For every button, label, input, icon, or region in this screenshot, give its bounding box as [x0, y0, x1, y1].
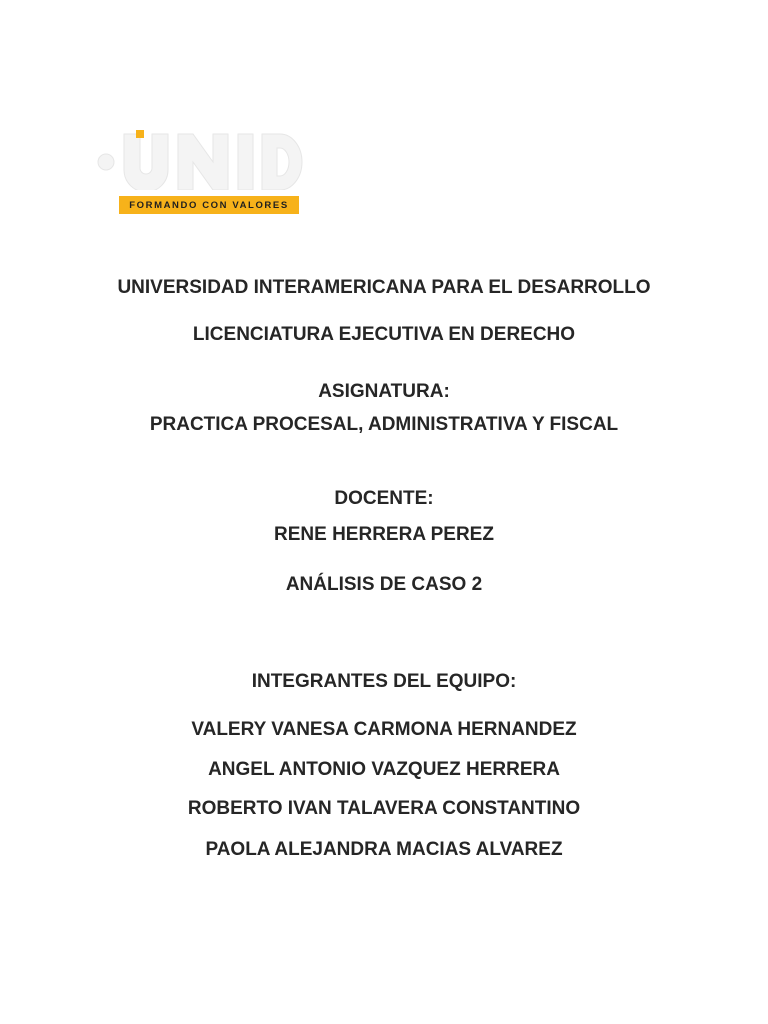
- teacher-name: RENE HERRERA PEREZ: [274, 524, 494, 545]
- subject-label: ASIGNATURA:: [318, 381, 450, 402]
- team-label: INTEGRANTES DEL EQUIPO:: [251, 671, 517, 692]
- team-member: ROBERTO IVAN TALAVERA CONSTANTINO: [187, 798, 581, 819]
- team-member: PAOLA ALEJANDRA MACIAS ALVAREZ: [205, 839, 563, 860]
- team-member: VALERY VANESA CARMONA HERNANDEZ: [191, 719, 577, 740]
- program-name: LICENCIATURA EJECUTIVA EN DERECHO: [192, 324, 576, 345]
- assignment-title: ANÁLISIS DE CASO 2: [285, 574, 483, 595]
- logo-tagline: FORMANDO CON VALORES: [129, 199, 289, 211]
- team-member: ANGEL ANTONIO VAZQUEZ HERRERA: [208, 759, 560, 780]
- university-logo: [96, 128, 306, 218]
- subject-name: PRACTICA PROCESAL, ADMINISTRATIVA Y FISCAL: [149, 414, 619, 435]
- unid-wordmark-logo: [96, 128, 306, 190]
- teacher-label: DOCENTE:: [334, 488, 434, 509]
- university-name: UNIVERSIDAD INTERAMERICANA PARA EL DESARROLLO: [117, 277, 651, 298]
- logo-tagline-band: [119, 196, 299, 214]
